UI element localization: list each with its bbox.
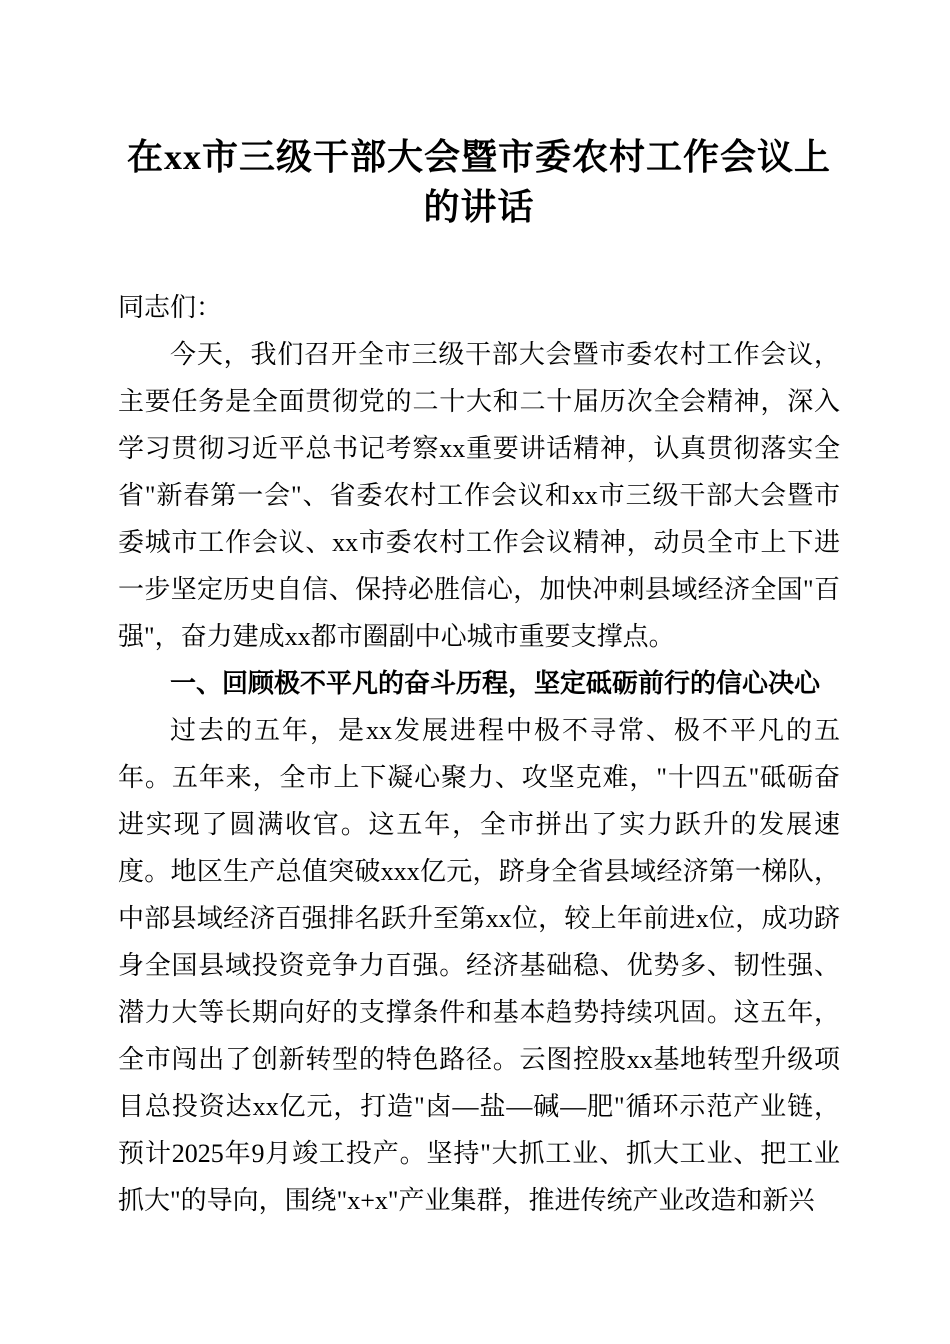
document-body bbox=[118, 284, 840, 1224]
salutation: 同志们： bbox=[118, 293, 223, 322]
section-1-heading: 一、回顾极不平凡的奋斗历程，坚定砥砺前行的信心决心 bbox=[170, 668, 821, 698]
intro-paragraph: 今天，我们召开全市三级干部大会暨市委农村工作会议，主要任务是全面贯彻党的二十大和二十届历次全会精神，深入学习贯彻习近平总书记考察xx重要讲话精神，认真贯彻落实全省"新春第一会"、省委农村工作会议和xx市三级干部大会暨市委城市工作会议、xx市委农村工作会议精神，动员全市上下进一步坚定历史自信、保持必胜信心，加快冲刺县域经济全国"百强"，奋力建成xx都市圈副中心城市重要支撑点。 bbox=[118, 340, 840, 651]
document-title: 在xx市三级干部大会暨市委农村工作会议上的讲话 bbox=[126, 137, 831, 227]
section-1-paragraph: 过去的五年，是xx发展进程中极不寻常、极不平凡的五年。五年来，全市上下凝心聚力、攻坚克难，"十四五"砥砺奋进实现了圆满收官。这五年，全市拼出了实力跃升的发展速度。地区生产总值突破xxx亿元，跻身全省县域经济第一梯队，中部县域经济百强排名跃升至第xx位，较上年前进x位，成功跻身全国县域投资竞争力百强。经济基础稳、优势多、韧性强、潜力大等长期向好的支撑条件和基本趋势持续巩固。这五年，全市闯出了创新转型的特色路径。云图控股xx基地转型升级项目总投资达xx亿元，打造"卤—盐—碱—肥"循环示范产业链，预计2025年9月竣工投产。坚持"大抓工业、抓大工业、把工业抓大"的导向，围绕"x+x"产业集群，推进传统产业改造和新兴 bbox=[118, 716, 840, 1215]
